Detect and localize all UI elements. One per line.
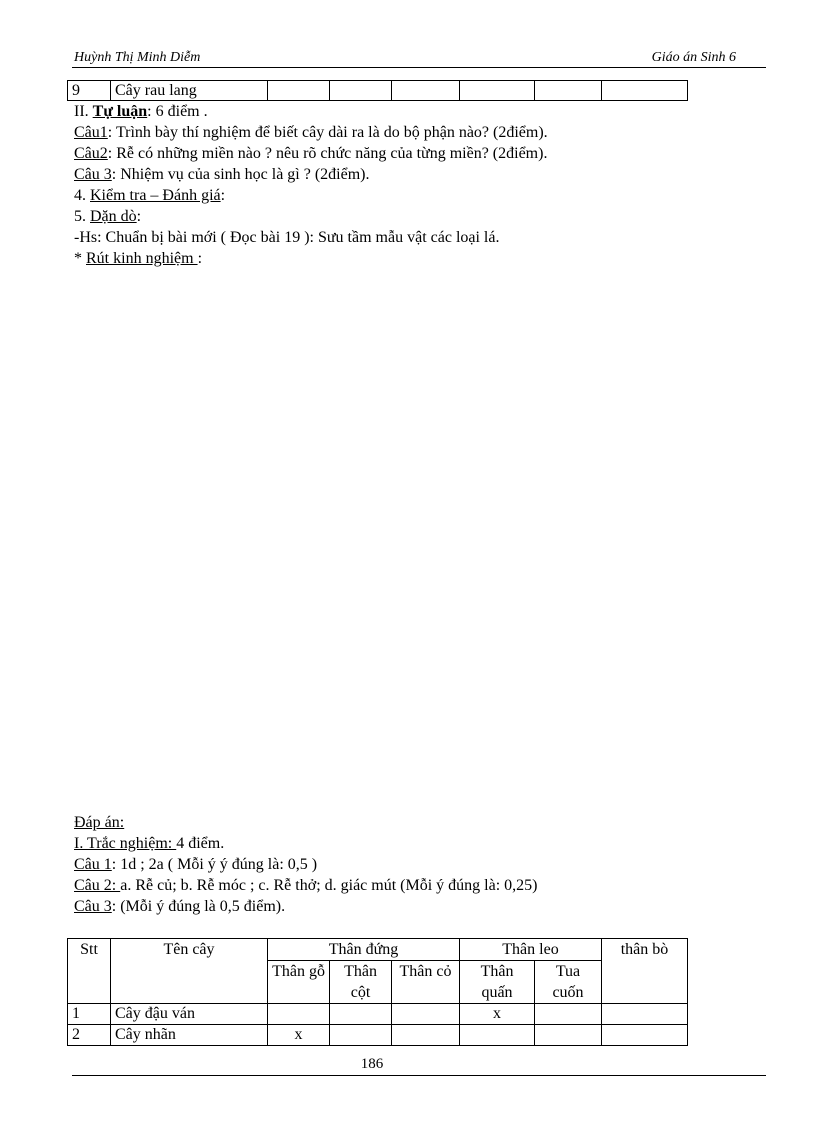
empty-cell <box>268 81 330 101</box>
table-row: 2 Cây nhãn x <box>68 1025 688 1046</box>
answer-question-2: Câu 2: a. Rễ củ; b. Rễ móc ; c. Rễ thở; d. giác mút (Mỗi ý đúng là: 0,25) <box>74 877 538 894</box>
stt-cell: 9 <box>68 81 111 101</box>
answer-table <box>67 938 688 1046</box>
header-rule <box>72 67 766 68</box>
empty-cell <box>330 81 392 101</box>
header-name: Tên cây <box>111 939 268 1004</box>
answer-section <box>74 812 764 917</box>
answer-part-1: I. Trắc nghiệm: 4 điểm. <box>74 835 225 852</box>
table-row: 1 Cây đậu ván x <box>68 1004 688 1025</box>
table-continuation <box>67 80 688 101</box>
answer-question-1: Câu 1: 1d ; 2a ( Mỗi ý ý đúng là: 0,5 ) <box>74 856 318 873</box>
answer-question-3: Câu 3: (Mỗi ý đúng là 0,5 điểm). <box>74 898 286 915</box>
header-tendril: Tua cuốn <box>535 961 602 1004</box>
header-subject: Giáo án Sinh 6 <box>651 50 736 65</box>
header-creep: thân bò <box>602 939 688 1004</box>
header-author: Huỳnh Thị Minh Diễm <box>74 50 201 65</box>
essay-question-1: Câu1: Trình bày thí nghiệm để biết cây dài ra là do bộ phận nào? (2điểm). <box>74 124 548 141</box>
name-cell: Cây rau lang <box>111 81 268 101</box>
essay-question-3: Câu 3: Nhiệm vụ của sinh học là gì ? (2điểm). <box>74 166 370 183</box>
empty-cell <box>460 81 535 101</box>
header-climb: Thân leo <box>460 939 602 961</box>
section-5: 5. Dặn dò: <box>74 208 142 225</box>
page-number: 186 <box>360 1056 384 1072</box>
header-grass: Thân cỏ <box>392 961 460 1004</box>
essay-heading: II. Tự luận: 6 điểm . <box>74 103 208 120</box>
experience-line: * Rút kinh nghiệm : <box>74 250 203 267</box>
essay-section <box>74 101 764 269</box>
header-column: Thân cột <box>330 961 392 1004</box>
table-row <box>68 81 688 101</box>
essay-title: Tự luận <box>92 103 148 120</box>
header-twine: Thân quấn <box>460 961 535 1004</box>
footer-rule <box>72 1075 766 1076</box>
header-stt: Stt <box>68 939 111 1004</box>
empty-cell <box>535 81 602 101</box>
answer-title: Đáp án: <box>74 814 125 831</box>
empty-cell <box>392 81 460 101</box>
header-upright: Thân đứng <box>268 939 460 961</box>
table-header-row <box>68 939 688 961</box>
empty-cell <box>602 81 688 101</box>
section-4: 4. Kiểm tra – Đánh giá: <box>74 187 226 204</box>
essay-question-2: Câu2: Rễ có những miền nào ? nêu rõ chức năng của từng miền? (2điểm). <box>74 145 548 162</box>
homework-line: -Hs: Chuẩn bị bài mới ( Đọc bài 19 ): Sưu tầm mẫu vật các loại lá. <box>74 229 500 246</box>
header-wood: Thân gỗ <box>268 961 330 1004</box>
